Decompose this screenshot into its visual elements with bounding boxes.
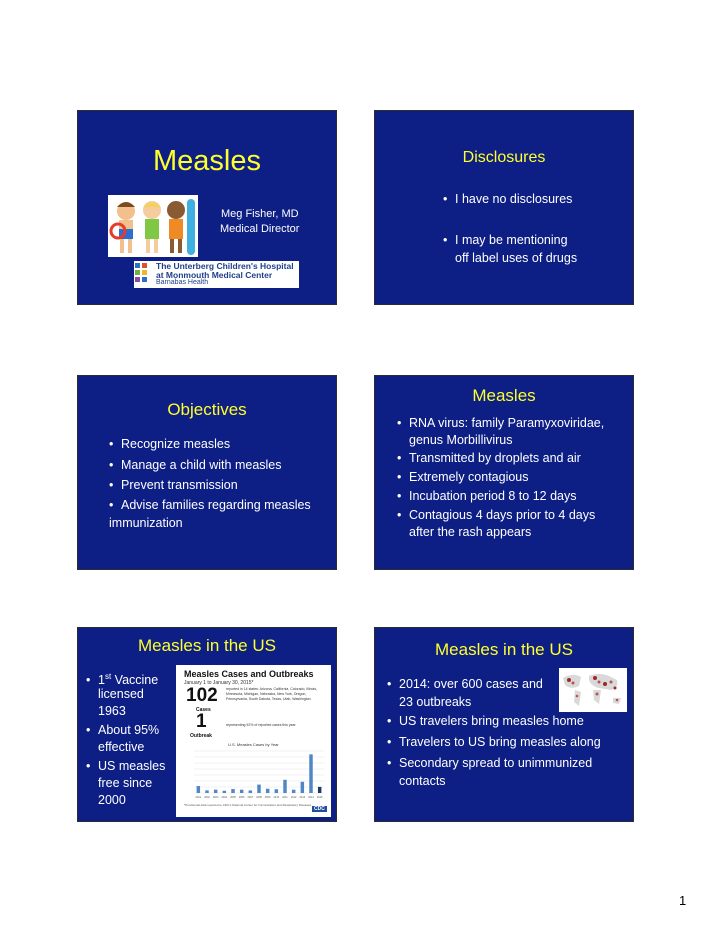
fact-bullet-1-cont: genus Morbillivirus bbox=[409, 433, 513, 447]
vaccine-bullet-1: • 1st Vaccine bbox=[86, 672, 159, 688]
bar-2013 bbox=[301, 782, 304, 793]
tick-label-2008: 2008 bbox=[256, 796, 262, 799]
tick-label-2007: 2007 bbox=[247, 796, 254, 799]
bullet-dot: • bbox=[109, 478, 114, 492]
spread-bullet-1: • 2014: over 600 cases and bbox=[387, 677, 543, 691]
spread-bullet-4: • Secondary spread to unimmunized bbox=[387, 756, 593, 770]
bullet-dot: • bbox=[397, 416, 402, 430]
bar-2014 bbox=[309, 754, 312, 793]
slide-objectives bbox=[77, 375, 337, 570]
vaccine-bullet-3-cont-b: 2000 bbox=[98, 793, 126, 807]
tick-label-2014: 2014 bbox=[308, 796, 314, 799]
tick-label-2009: 2009 bbox=[264, 796, 271, 799]
bullet-dot: • bbox=[387, 756, 392, 770]
infographic-subtitle: January 1 to January 30, 2015* bbox=[184, 680, 254, 686]
fact-bullet-5-cont: after the rash appears bbox=[409, 525, 532, 539]
tick-label-2013: 2013 bbox=[299, 796, 306, 799]
bar-2009 bbox=[266, 789, 269, 793]
tick-label-2012: 2012 bbox=[290, 796, 297, 799]
cases-number: 102 bbox=[186, 685, 218, 706]
cdc-logo: CDC bbox=[314, 806, 325, 812]
disclosure-bullet-1: • I have no disclosures bbox=[443, 192, 573, 206]
bullet-dot: • bbox=[387, 735, 392, 749]
slide-us-heading: Measles in the US bbox=[138, 636, 276, 655]
measles-infographic bbox=[176, 665, 331, 817]
bar-2007 bbox=[249, 790, 252, 793]
fact-bullet-1: • RNA virus: family Paramyxoviridae, bbox=[397, 416, 605, 430]
vaccine-bullet-3-cont-a: free since bbox=[98, 776, 153, 790]
infographic-title: Measles Cases and Outbreaks bbox=[184, 669, 314, 679]
fact-bullet-4: • Incubation period 8 to 12 days bbox=[397, 489, 577, 503]
slide-measles-us-chart bbox=[77, 627, 337, 822]
bullet-dot: • bbox=[109, 498, 114, 512]
bar-2015 bbox=[318, 787, 321, 793]
cases-note: reported in 14 states: Arizona, California, Colorado, Illinois, Minnesota, Michigan, Nebraska, New York, Oregon, Pennsylvania, South Dakota, Texas, Utah, Washington bbox=[226, 687, 318, 701]
slide-measles-heading: Measles bbox=[472, 386, 536, 405]
hospital-logo-mark bbox=[134, 261, 156, 288]
bullet-dot: • bbox=[86, 723, 91, 737]
logo-line-2: at Monmouth Medical Center bbox=[156, 270, 273, 280]
vaccine-bullet-1-cont-b: 1963 bbox=[98, 704, 126, 718]
vaccine-bullet-2: • About 95% bbox=[86, 723, 160, 737]
tick-label-2006: 2006 bbox=[238, 796, 245, 799]
spread-bullet-1-cont: 23 outbreaks bbox=[399, 695, 472, 709]
measles-bar-chart bbox=[184, 749, 326, 799]
bullet-dot: • bbox=[387, 714, 392, 728]
objective-bullet-2: • Manage a child with measles bbox=[109, 458, 282, 472]
vaccine-bullet-3: • US measles bbox=[86, 759, 166, 773]
bar-2001 bbox=[197, 786, 200, 793]
bullet-dot: • bbox=[86, 673, 91, 688]
cases-label: Cases bbox=[196, 707, 211, 713]
presenter-name: Meg Fisher, MD bbox=[221, 208, 299, 220]
hospital-logo bbox=[134, 261, 299, 288]
presenter-role: Medical Director bbox=[220, 223, 300, 235]
tick-label-2015: 2015 bbox=[316, 796, 323, 799]
bar-2006 bbox=[240, 790, 243, 793]
objective-bullet-4: • Advise families regarding measles bbox=[109, 498, 311, 512]
bullet-dot: • bbox=[387, 677, 392, 691]
spread-bullet-3: • Travelers to US bring measles along bbox=[387, 735, 601, 749]
disclosure-bullet-2-cont: off label uses of drugs bbox=[455, 251, 578, 265]
tick-label-2010: 2010 bbox=[273, 796, 280, 799]
tick-label-2005: 2005 bbox=[230, 796, 236, 799]
infographic-footnote: *Provisional data reported to CDC's National Center for Immunization and Respiratory Diseases bbox=[184, 803, 312, 807]
slide-disclosures bbox=[374, 110, 634, 305]
slide-title-heading: Measles bbox=[153, 145, 261, 177]
world-outbreak-map bbox=[559, 668, 627, 712]
fact-bullet-5: • Contagious 4 days prior to 4 days bbox=[397, 508, 596, 522]
page-number: 1 bbox=[679, 893, 687, 908]
tick-label-2001: 2001 bbox=[195, 796, 202, 799]
children-illustration bbox=[108, 195, 198, 257]
bar-2012 bbox=[292, 790, 295, 793]
slide-us-spread-heading: Measles in the US bbox=[435, 640, 573, 659]
vaccine-bullet-1-cont-a: licensed bbox=[98, 687, 144, 701]
bar-2004 bbox=[223, 791, 226, 793]
bullet-dot: • bbox=[397, 451, 402, 465]
slide-disclosures-heading: Disclosures bbox=[462, 149, 546, 166]
logo-line-1: The Unterberg Children's Hospital bbox=[156, 261, 294, 271]
objective-bullet-4-cont: immunization bbox=[109, 516, 183, 530]
vaccine-bullet-2-cont: effective bbox=[98, 740, 145, 754]
bullet-dot: • bbox=[443, 233, 448, 247]
slide-objectives-heading: Objectives bbox=[167, 400, 247, 419]
disclosure-bullet-2: • I may be mentioning bbox=[443, 233, 568, 247]
bar-2002 bbox=[205, 790, 208, 793]
logo-line-3: Barnabas Health bbox=[156, 279, 209, 286]
bullet-dot: • bbox=[397, 489, 402, 503]
bar-2011 bbox=[283, 780, 286, 793]
tick-label-2004: 2004 bbox=[221, 796, 228, 799]
bullet-dot: • bbox=[443, 192, 448, 206]
slide-measles-facts bbox=[374, 375, 634, 570]
bullet-dot: • bbox=[109, 458, 114, 472]
fact-bullet-3: • Extremely contagious bbox=[397, 470, 529, 484]
fact-bullet-2: • Transmitted by droplets and air bbox=[397, 451, 581, 465]
slide-title bbox=[77, 110, 337, 305]
bar-2005 bbox=[231, 789, 234, 793]
outbreak-note: representing 92% of reported cases this year bbox=[226, 723, 296, 727]
bullet-dot: • bbox=[397, 508, 402, 522]
bar-2010 bbox=[275, 789, 278, 793]
objective-bullet-3: • Prevent transmission bbox=[109, 478, 238, 492]
outbreak-label: Outbreak bbox=[190, 733, 212, 739]
spread-bullet-2: • US travelers bring measles home bbox=[387, 714, 584, 728]
tick-label-2011: 2011 bbox=[282, 796, 288, 799]
bullet-dot: • bbox=[109, 437, 114, 451]
slide-measles-us-spread bbox=[374, 627, 634, 822]
bullet-dot: • bbox=[397, 470, 402, 484]
spread-bullet-4-cont: contacts bbox=[399, 774, 446, 788]
bullet-dot: • bbox=[86, 759, 91, 773]
bar-2003 bbox=[214, 790, 217, 793]
objective-bullet-1: • Recognize measles bbox=[109, 437, 231, 451]
bar-chart-title: U.S. Measles Cases by Year bbox=[228, 742, 279, 747]
outbreak-number: 1 bbox=[196, 711, 207, 732]
tick-label-2003: 2003 bbox=[212, 796, 219, 799]
bar-2008 bbox=[257, 785, 260, 793]
tick-label-2002: 2002 bbox=[204, 796, 210, 799]
